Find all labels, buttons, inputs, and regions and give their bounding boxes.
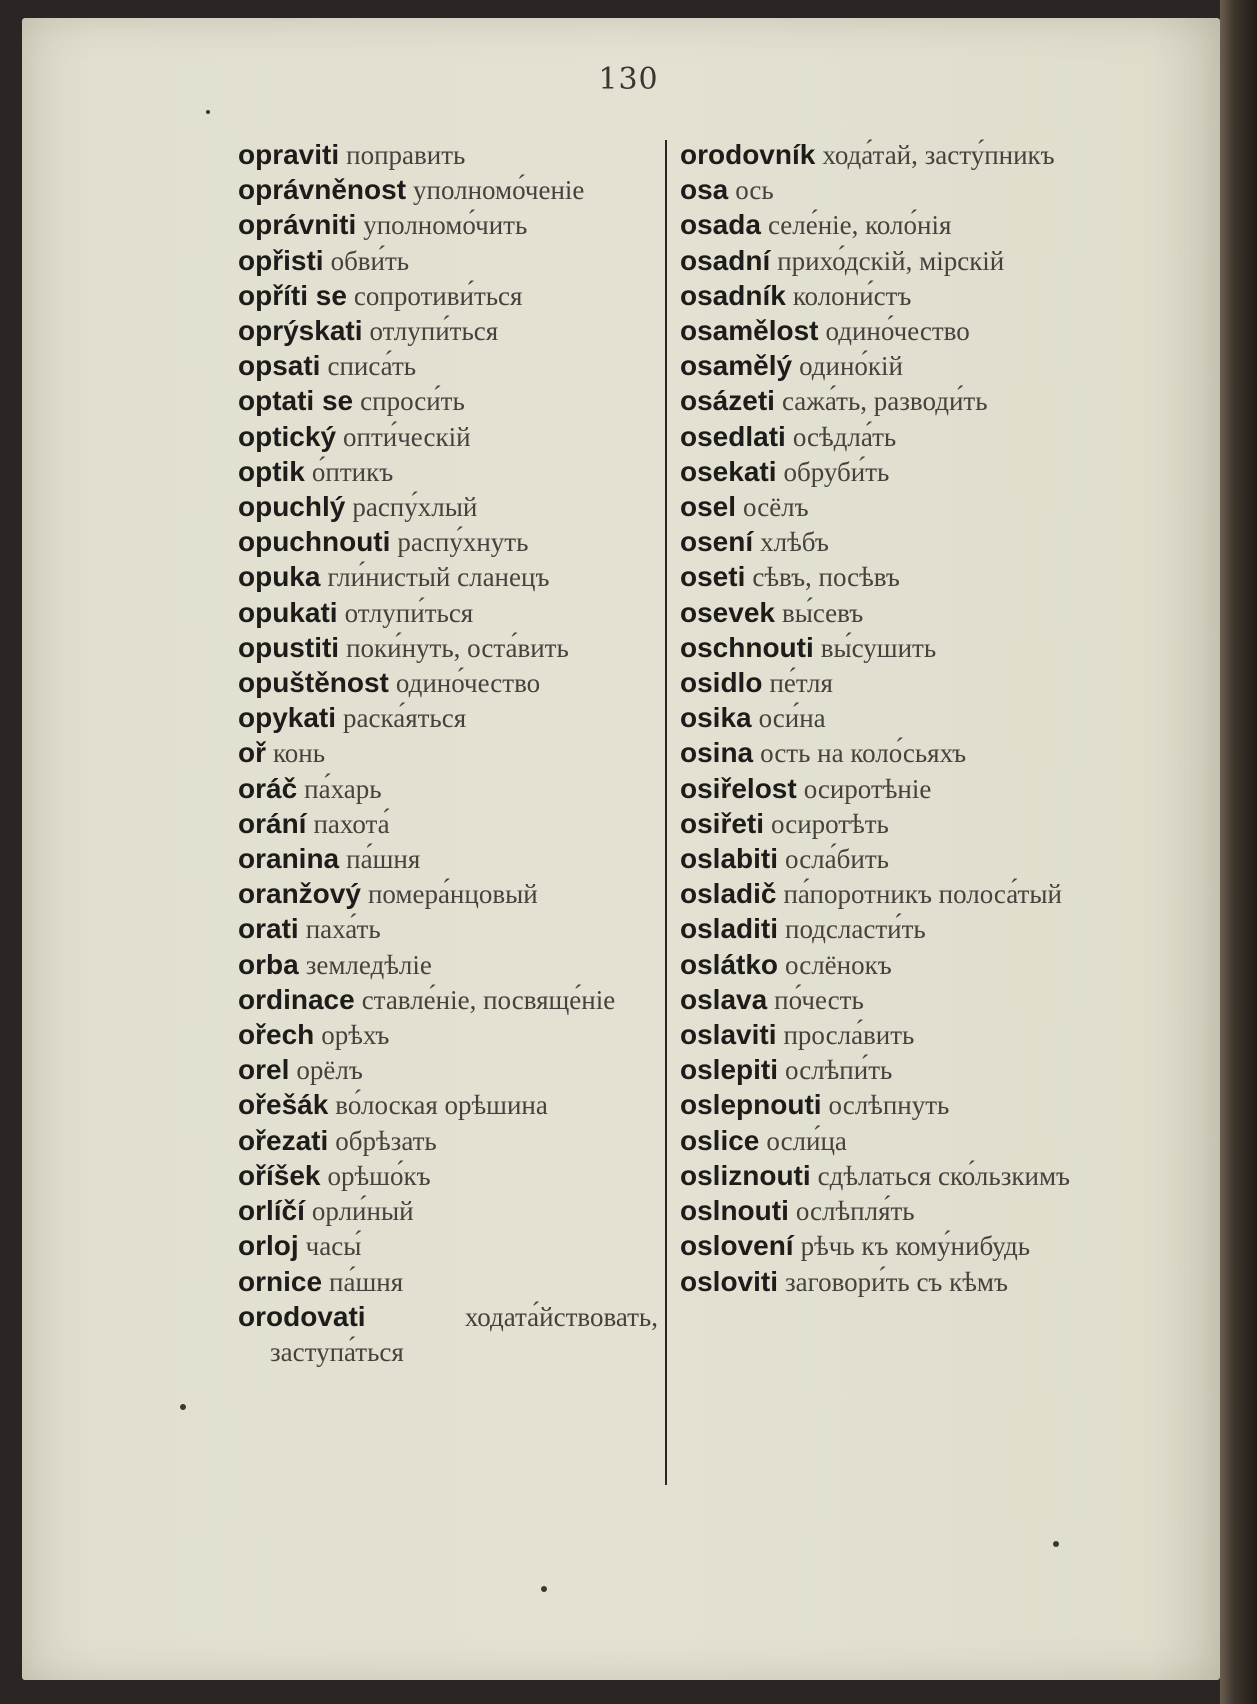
headword: osika: [680, 702, 752, 734]
translation: одино́чество: [825, 316, 970, 347]
headword: orel: [238, 1054, 290, 1086]
headword: osení: [680, 526, 754, 558]
translation: опти́ческій: [343, 421, 471, 452]
headword: opsati: [238, 350, 321, 382]
dictionary-entry: [238, 596, 658, 631]
translation: сдѣлаться ско́льзкимъ: [817, 1160, 1071, 1191]
headword: orání: [238, 807, 307, 839]
headword: oslabiti: [680, 843, 779, 875]
dictionary-entry: [238, 208, 658, 243]
dictionary-entry: [680, 173, 1100, 208]
dictionary-entry: [680, 1229, 1100, 1264]
headword: ordinace: [238, 983, 355, 1015]
translation: часы́: [305, 1231, 362, 1262]
translation: паха́ть: [305, 914, 381, 945]
page-number: 130: [598, 62, 659, 97]
translation: обруби́ть: [783, 456, 890, 487]
headword: oslava: [680, 983, 768, 1015]
dictionary-entry: [238, 560, 658, 595]
headword: optik: [238, 455, 305, 487]
headword: osel: [680, 491, 737, 523]
dictionary-entry: [238, 384, 658, 419]
headword: orodovati: [238, 1300, 366, 1332]
translation: па́харь: [304, 773, 382, 804]
dictionary-entry: [680, 772, 1100, 807]
translation: распу́хнуть: [397, 527, 529, 558]
translation: осиротѣть: [771, 808, 889, 839]
headword: opuštěnost: [238, 667, 389, 699]
translation: ось: [735, 175, 774, 206]
translation: конь: [273, 738, 326, 769]
headword: osevek: [680, 596, 775, 628]
dictionary-entry: [680, 631, 1100, 666]
headword: oslepnouti: [680, 1089, 822, 1121]
headword: osladiti: [680, 913, 779, 945]
dictionary-entry: [680, 912, 1100, 947]
translation: оси́на: [758, 703, 826, 734]
headword: osliznouti: [680, 1159, 811, 1191]
dictionary-entry: [238, 948, 658, 983]
dictionary-entry: [238, 1159, 658, 1194]
headword: oseti: [680, 561, 746, 593]
dictionary-entry: [238, 842, 658, 877]
translation: пе́тля: [769, 668, 833, 699]
headword: oráč: [238, 772, 298, 804]
headword: opříti se: [238, 279, 347, 311]
translation: вы́сушить: [820, 632, 937, 663]
headword: oschnouti: [680, 631, 814, 663]
dictionary-entry: [238, 736, 658, 771]
dictionary-entry: [238, 349, 658, 384]
headword: osadní: [680, 244, 771, 276]
dictionary-entry: [238, 138, 658, 173]
right-column: [680, 138, 1100, 1300]
translation: орли́ный: [311, 1196, 414, 1227]
dictionary-entry: [238, 173, 658, 208]
dictionary-entry: [238, 455, 658, 490]
translation: раска́яться: [343, 703, 467, 734]
translation: па́шня: [346, 844, 421, 875]
dictionary-entry: [680, 1124, 1100, 1159]
dictionary-entry: [680, 596, 1100, 631]
dictionary-entry: [680, 279, 1100, 314]
translation: сопротиви́ться: [353, 280, 523, 311]
headword: oslepiti: [680, 1054, 779, 1086]
translation: земледѣліе: [305, 949, 432, 980]
translation: па́поротникъ полоса́тый: [783, 879, 1062, 910]
dictionary-entry: [680, 525, 1100, 560]
dictionary-entry: [680, 877, 1100, 912]
translation: обрѣзать: [335, 1125, 437, 1156]
headword: orodovník: [680, 139, 816, 170]
translation: орёлъ: [296, 1055, 363, 1086]
dictionary-entry: [680, 983, 1100, 1018]
translation: прихо́дскій, мірскій: [777, 245, 1005, 276]
headword: oranina: [238, 843, 340, 875]
headword: oslovení: [680, 1230, 794, 1262]
translation: о́птикъ: [311, 456, 394, 487]
dictionary-entry: [238, 1088, 658, 1123]
dictionary-entry: [680, 314, 1100, 349]
translation: ость на коло́сьяхъ: [760, 738, 967, 769]
dictionary-entry: [680, 948, 1100, 983]
translation: па́шня: [329, 1266, 404, 1297]
translation: ставле́ніе, посвяще́ніе: [361, 984, 616, 1015]
dictionary-entry: [680, 1159, 1100, 1194]
dictionary-entry: [680, 666, 1100, 701]
translation: ослѣпля́ть: [795, 1196, 915, 1227]
translation: хода́тай, засту́пникъ: [822, 140, 1055, 170]
translation: ходата́йствовать, заступа́ться: [270, 1301, 658, 1367]
translation: вы́севъ: [781, 597, 864, 628]
headword: oslice: [680, 1124, 760, 1156]
dictionary-entry: [680, 490, 1100, 525]
left-column: [238, 138, 658, 1370]
dictionary-entry: [238, 666, 658, 701]
translation: сѣвъ, посѣвъ: [752, 562, 900, 593]
ink-speck: [180, 1404, 186, 1410]
translation: уполномо́чить: [363, 210, 528, 241]
dictionary-entry: [680, 208, 1100, 243]
dictionary-entry: [238, 1124, 658, 1159]
dictionary-entry: [238, 631, 658, 666]
headword: opykati: [238, 702, 337, 734]
translation: ослёнокъ: [785, 949, 892, 980]
dictionary-entry: [680, 138, 1100, 173]
dictionary-entry: [680, 349, 1100, 384]
book-spine-edge: [1220, 0, 1257, 1704]
translation: хлѣбъ: [760, 527, 829, 558]
headword: oprávněnost: [238, 174, 407, 206]
translation: спроси́ть: [360, 386, 465, 417]
headword: osekati: [680, 455, 777, 487]
headword: osiřelost: [680, 772, 797, 804]
translation: осли́ца: [766, 1125, 847, 1156]
translation: одино́кій: [799, 351, 904, 382]
dictionary-entry: [238, 279, 658, 314]
headword: orba: [238, 948, 299, 980]
headword: oslnouti: [680, 1195, 789, 1227]
headword: orloj: [238, 1230, 299, 1262]
headword: ořezati: [238, 1124, 329, 1156]
translation: рѣчь къ кому́нибудь: [800, 1231, 1031, 1262]
dictionary-entry: [238, 490, 658, 525]
headword: osada: [680, 209, 761, 241]
dictionary-entry: [238, 807, 658, 842]
translation: ослѣпнуть: [828, 1090, 950, 1121]
headword: oslátko: [680, 948, 779, 980]
translation: осиротѣніе: [803, 773, 932, 804]
column-divider: [665, 140, 667, 1485]
translation: уполномо́ченіе: [413, 175, 585, 206]
headword: oříšek: [238, 1159, 321, 1191]
translation: обви́ть: [330, 245, 410, 276]
translation: отлупи́ться: [344, 597, 474, 628]
translation: осѣдла́ть: [792, 421, 897, 452]
dictionary-entry: [680, 560, 1100, 595]
headword: opraviti: [238, 139, 340, 170]
headword: opřisti: [238, 244, 324, 276]
translation: осёлъ: [743, 492, 809, 523]
headword: osloviti: [680, 1265, 779, 1297]
ink-speck: [541, 1586, 547, 1592]
headword: opuchnouti: [238, 526, 391, 558]
headword: oranžový: [238, 878, 361, 910]
translation: осла́бить: [785, 844, 889, 875]
translation: одино́чество: [395, 668, 541, 699]
headword: oř: [238, 737, 266, 769]
headword: oslaviti: [680, 1019, 777, 1051]
translation: орѣхъ: [321, 1020, 390, 1051]
headword: osadník: [680, 279, 786, 311]
translation: распу́хлый: [352, 492, 478, 523]
dictionary-entry: [238, 1229, 658, 1264]
headword: osa: [680, 174, 729, 206]
translation: поки́нуть, оста́вить: [346, 632, 569, 663]
dictionary-entry: [680, 736, 1100, 771]
headword: osamělý: [680, 350, 793, 382]
dictionary-entry: [680, 807, 1100, 842]
dictionary-entry: [680, 842, 1100, 877]
headword: osedlati: [680, 420, 786, 452]
headword: optický: [238, 420, 337, 452]
dictionary-entry: [680, 420, 1100, 455]
translation: поправить: [346, 140, 466, 170]
dictionary-entry: [238, 314, 658, 349]
translation: сажа́ть, разводи́ть: [781, 386, 988, 417]
headword: osázeti: [680, 385, 775, 417]
translation: по́честь: [774, 984, 864, 1015]
translation: просла́вить: [783, 1020, 915, 1051]
headword: opuchlý: [238, 491, 346, 523]
dictionary-entry: [680, 244, 1100, 279]
headword: osladič: [680, 878, 777, 910]
dictionary-entry: [238, 912, 658, 947]
translation: отлупи́ться: [369, 316, 499, 347]
dictionary-entry: [238, 1265, 658, 1300]
dictionary-entry: [680, 701, 1100, 736]
dictionary-entry: [680, 1194, 1100, 1229]
headword: orati: [238, 913, 299, 945]
headword: osina: [680, 737, 754, 769]
headword: oprávniti: [238, 209, 357, 241]
dictionary-entry: [680, 1265, 1100, 1300]
translation: пахота́: [313, 808, 390, 839]
dictionary-entry: [680, 1018, 1100, 1053]
ink-speck: [206, 110, 210, 114]
headword: ornice: [238, 1265, 323, 1297]
headword: opustiti: [238, 631, 340, 663]
headword: opuka: [238, 561, 321, 593]
dictionary-entry: [238, 772, 658, 807]
dictionary-entry: [238, 525, 658, 560]
dictionary-entry: [680, 455, 1100, 490]
translation: помера́нцовый: [367, 879, 538, 910]
headword: orlíčí: [238, 1195, 305, 1227]
headword: osidlo: [680, 667, 763, 699]
headword: ořešák: [238, 1089, 329, 1121]
dictionary-entry: [680, 1053, 1100, 1088]
headword: optati se: [238, 385, 354, 417]
translation: заговори́ть съ кѣмъ: [785, 1266, 1008, 1297]
headword: osamělost: [680, 315, 819, 347]
dictionary-entry: [238, 1300, 658, 1370]
translation: ослѣпи́ть: [785, 1055, 893, 1086]
dictionary-entry: [238, 1053, 658, 1088]
dictionary-entry: [680, 1088, 1100, 1123]
headword: opukati: [238, 596, 338, 628]
translation: гли́нистый сланецъ: [327, 562, 550, 593]
headword: ořech: [238, 1019, 315, 1051]
dictionary-entry: [680, 384, 1100, 419]
ink-speck: [1053, 1541, 1059, 1547]
translation: колони́стъ: [792, 280, 912, 311]
dictionary-entry: [238, 1194, 658, 1229]
dictionary-entry: [238, 1018, 658, 1053]
headword: osiřeti: [680, 807, 765, 839]
translation: во́лоская орѣшина: [335, 1090, 548, 1121]
translation: подсласти́ть: [785, 914, 926, 945]
translation: селе́ніе, коло́нія: [767, 210, 952, 241]
dictionary-entry: [238, 701, 658, 736]
dictionary-entry: [238, 420, 658, 455]
dictionary-entry: [238, 983, 658, 1018]
translation: орѣшо́къ: [327, 1160, 431, 1191]
translation: списа́ть: [327, 351, 417, 382]
dictionary-entry: [238, 877, 658, 912]
headword: oprýskati: [238, 315, 363, 347]
dictionary-entry: [238, 244, 658, 279]
